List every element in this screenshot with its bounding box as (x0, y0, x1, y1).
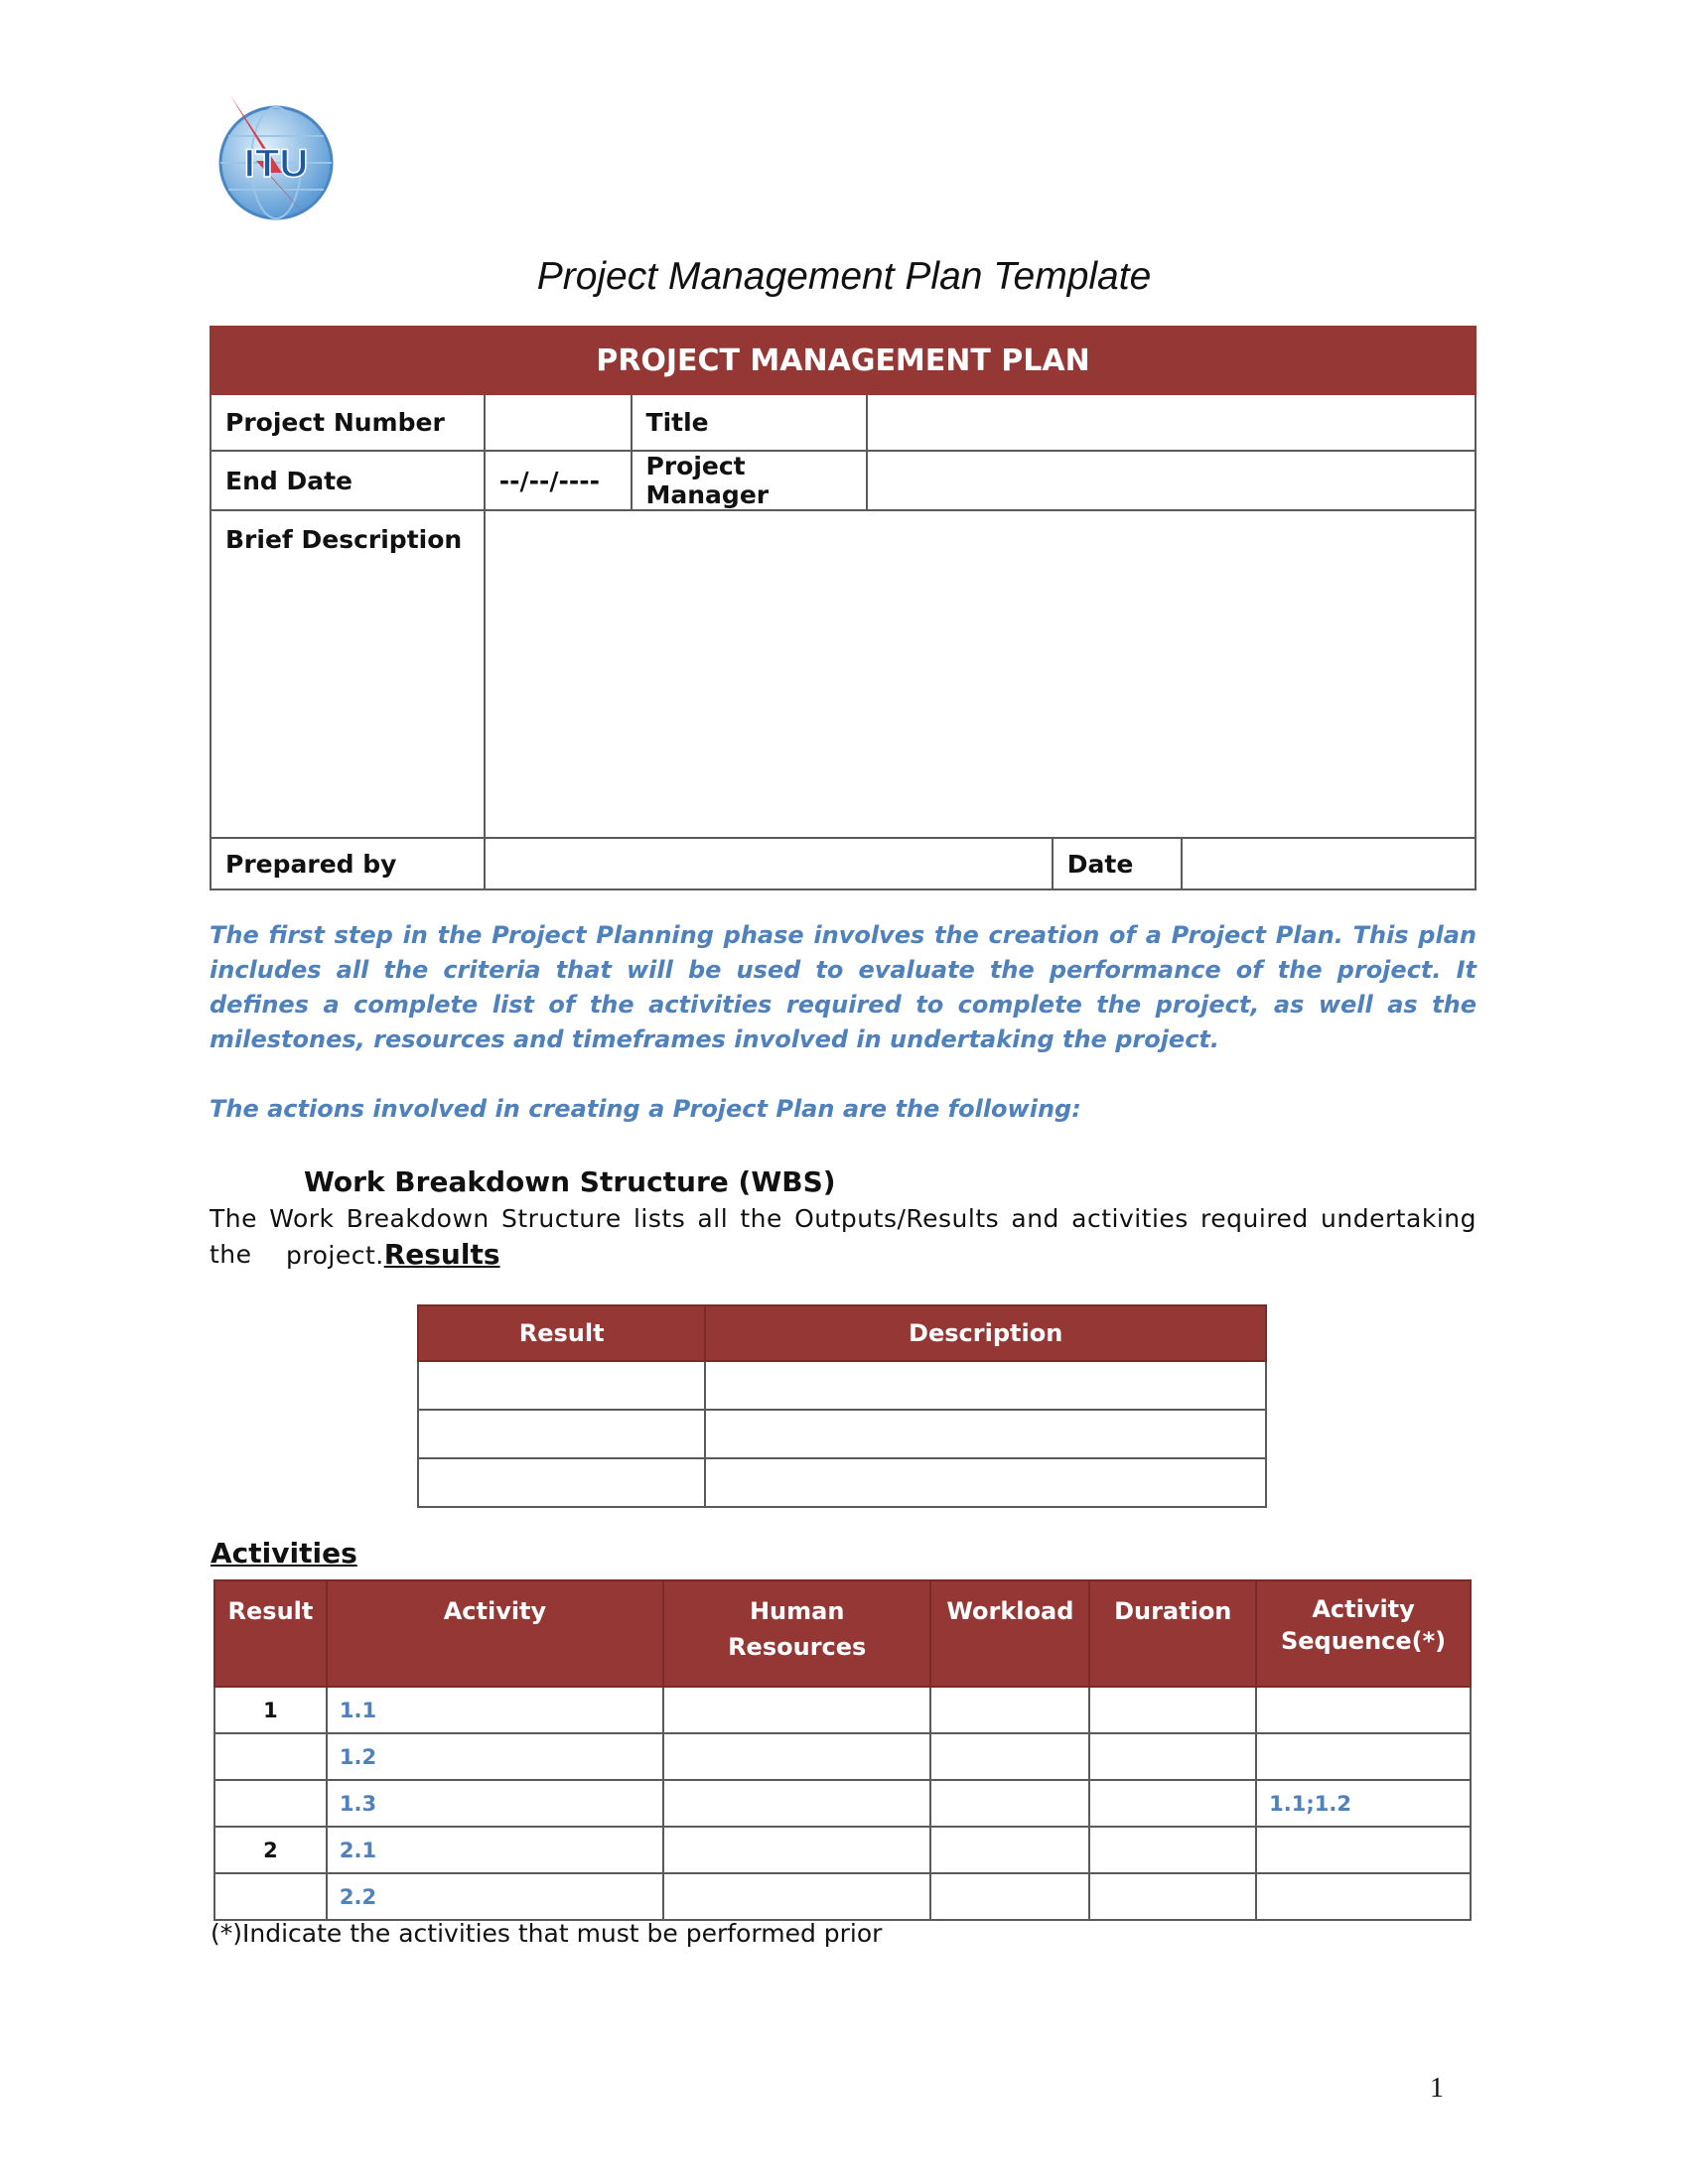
end-date-field[interactable]: --/--/---- (485, 451, 632, 510)
result-cell[interactable]: 2 (214, 1827, 327, 1873)
date-field[interactable] (1182, 838, 1476, 889)
table-row (214, 1733, 1471, 1780)
project-manager-label: Project Manager (632, 451, 868, 510)
prepared-by-label: Prepared by (211, 838, 485, 889)
result-cell[interactable] (418, 1410, 705, 1458)
results-header-result: Result (418, 1305, 705, 1361)
table-row (214, 1827, 1471, 1873)
human-resources-cell[interactable] (663, 1780, 930, 1827)
intro-paragraph: The first step in the Project Planning phase involves the creation of a Project Plan. This plan includes all the criteria that will be used to evaluate the performance of the project. It defines a complete list of the activities required to complete the project, as well as the milestones, resources and timeframes involved in undertaking the project. (210, 921, 1477, 1053)
results-heading: Results (383, 1238, 500, 1271)
activity-cell[interactable]: 2.1 (327, 1827, 663, 1873)
description-cell[interactable] (705, 1458, 1266, 1507)
plan-header: PROJECT MANAGEMENT PLAN (211, 327, 1476, 394)
logo-text: ITU (243, 142, 309, 186)
result-cell[interactable] (418, 1458, 705, 1507)
result-cell[interactable] (214, 1873, 327, 1920)
duration-cell[interactable] (1089, 1687, 1256, 1733)
page-number: 1 (1430, 2073, 1444, 2104)
activity-cell[interactable]: 1.1 (327, 1687, 663, 1733)
date-label: Date (1053, 838, 1182, 889)
title-label: Title (632, 394, 868, 451)
header-result: Result (214, 1580, 327, 1687)
end-date-label: End Date (211, 451, 485, 510)
activity-cell[interactable]: 1.3 (327, 1780, 663, 1827)
wbs-text-end: project. (286, 1241, 384, 1270)
description-cell[interactable] (705, 1410, 1266, 1458)
duration-cell[interactable] (1089, 1827, 1256, 1873)
project-manager-field[interactable] (867, 451, 1476, 510)
wbs-description-end (286, 1237, 500, 1274)
human-resources-cell[interactable] (663, 1687, 930, 1733)
workload-cell[interactable] (930, 1780, 1089, 1827)
duration-cell[interactable] (1089, 1780, 1256, 1827)
project-number-field[interactable] (485, 394, 632, 451)
prepared-by-field[interactable] (485, 838, 1053, 889)
result-cell[interactable] (214, 1780, 327, 1827)
project-number-label: Project Number (211, 394, 485, 451)
table-row (418, 1458, 1266, 1507)
activities-heading: Activities (211, 1537, 357, 1570)
sequence-cell[interactable] (1256, 1827, 1471, 1873)
workload-cell[interactable] (930, 1687, 1089, 1733)
table-row (214, 1687, 1471, 1733)
results-table (417, 1304, 1267, 1508)
description-cell[interactable] (705, 1361, 1266, 1410)
sequence-cell[interactable]: 1.1;1.2 (1256, 1780, 1471, 1827)
result-cell[interactable] (214, 1733, 327, 1780)
duration-cell[interactable] (1089, 1873, 1256, 1920)
header-duration: Duration (1089, 1580, 1256, 1687)
result-cell[interactable]: 1 (214, 1687, 327, 1733)
sequence-cell[interactable] (1256, 1687, 1471, 1733)
itu-logo (209, 91, 338, 230)
table-row (418, 1361, 1266, 1410)
sequence-cell[interactable] (1256, 1733, 1471, 1780)
wbs-heading: Work Breakdown Structure (WBS) (304, 1165, 836, 1198)
brief-description-field[interactable] (485, 510, 1476, 838)
brief-description-label: Brief Description (211, 510, 485, 838)
workload-cell[interactable] (930, 1873, 1089, 1920)
title-field[interactable] (867, 394, 1476, 451)
actions-intro: The actions involved in creating a Project Plan are the following: (210, 1095, 1081, 1123)
table-row (214, 1780, 1471, 1827)
activity-cell[interactable]: 2.2 (327, 1873, 663, 1920)
result-cell[interactable] (418, 1361, 705, 1410)
table-row (214, 1873, 1471, 1920)
document-title: Project Management Plan Template (536, 255, 1152, 298)
activities-table (213, 1579, 1472, 1921)
results-header-description: Description (705, 1305, 1266, 1361)
wbs-description: The Work Breakdown Structure lists all the Outputs/Results and activities required undertaking the (210, 1204, 1477, 1269)
header-activity: Activity (327, 1580, 663, 1687)
activities-footnote: (*)Indicate the activities that must be performed prior (211, 1919, 883, 1948)
header-workload: Workload (930, 1580, 1089, 1687)
plan-form-table (210, 326, 1477, 890)
activity-cell[interactable]: 1.2 (327, 1733, 663, 1780)
human-resources-cell[interactable] (663, 1733, 930, 1780)
table-row (418, 1410, 1266, 1458)
duration-cell[interactable] (1089, 1733, 1256, 1780)
header-human-resources: Human Resources (663, 1580, 930, 1687)
workload-cell[interactable] (930, 1827, 1089, 1873)
human-resources-cell[interactable] (663, 1827, 930, 1873)
sequence-cell[interactable] (1256, 1873, 1471, 1920)
human-resources-cell[interactable] (663, 1873, 930, 1920)
header-activity-sequence: Activity Sequence(*) (1256, 1580, 1471, 1687)
workload-cell[interactable] (930, 1733, 1089, 1780)
